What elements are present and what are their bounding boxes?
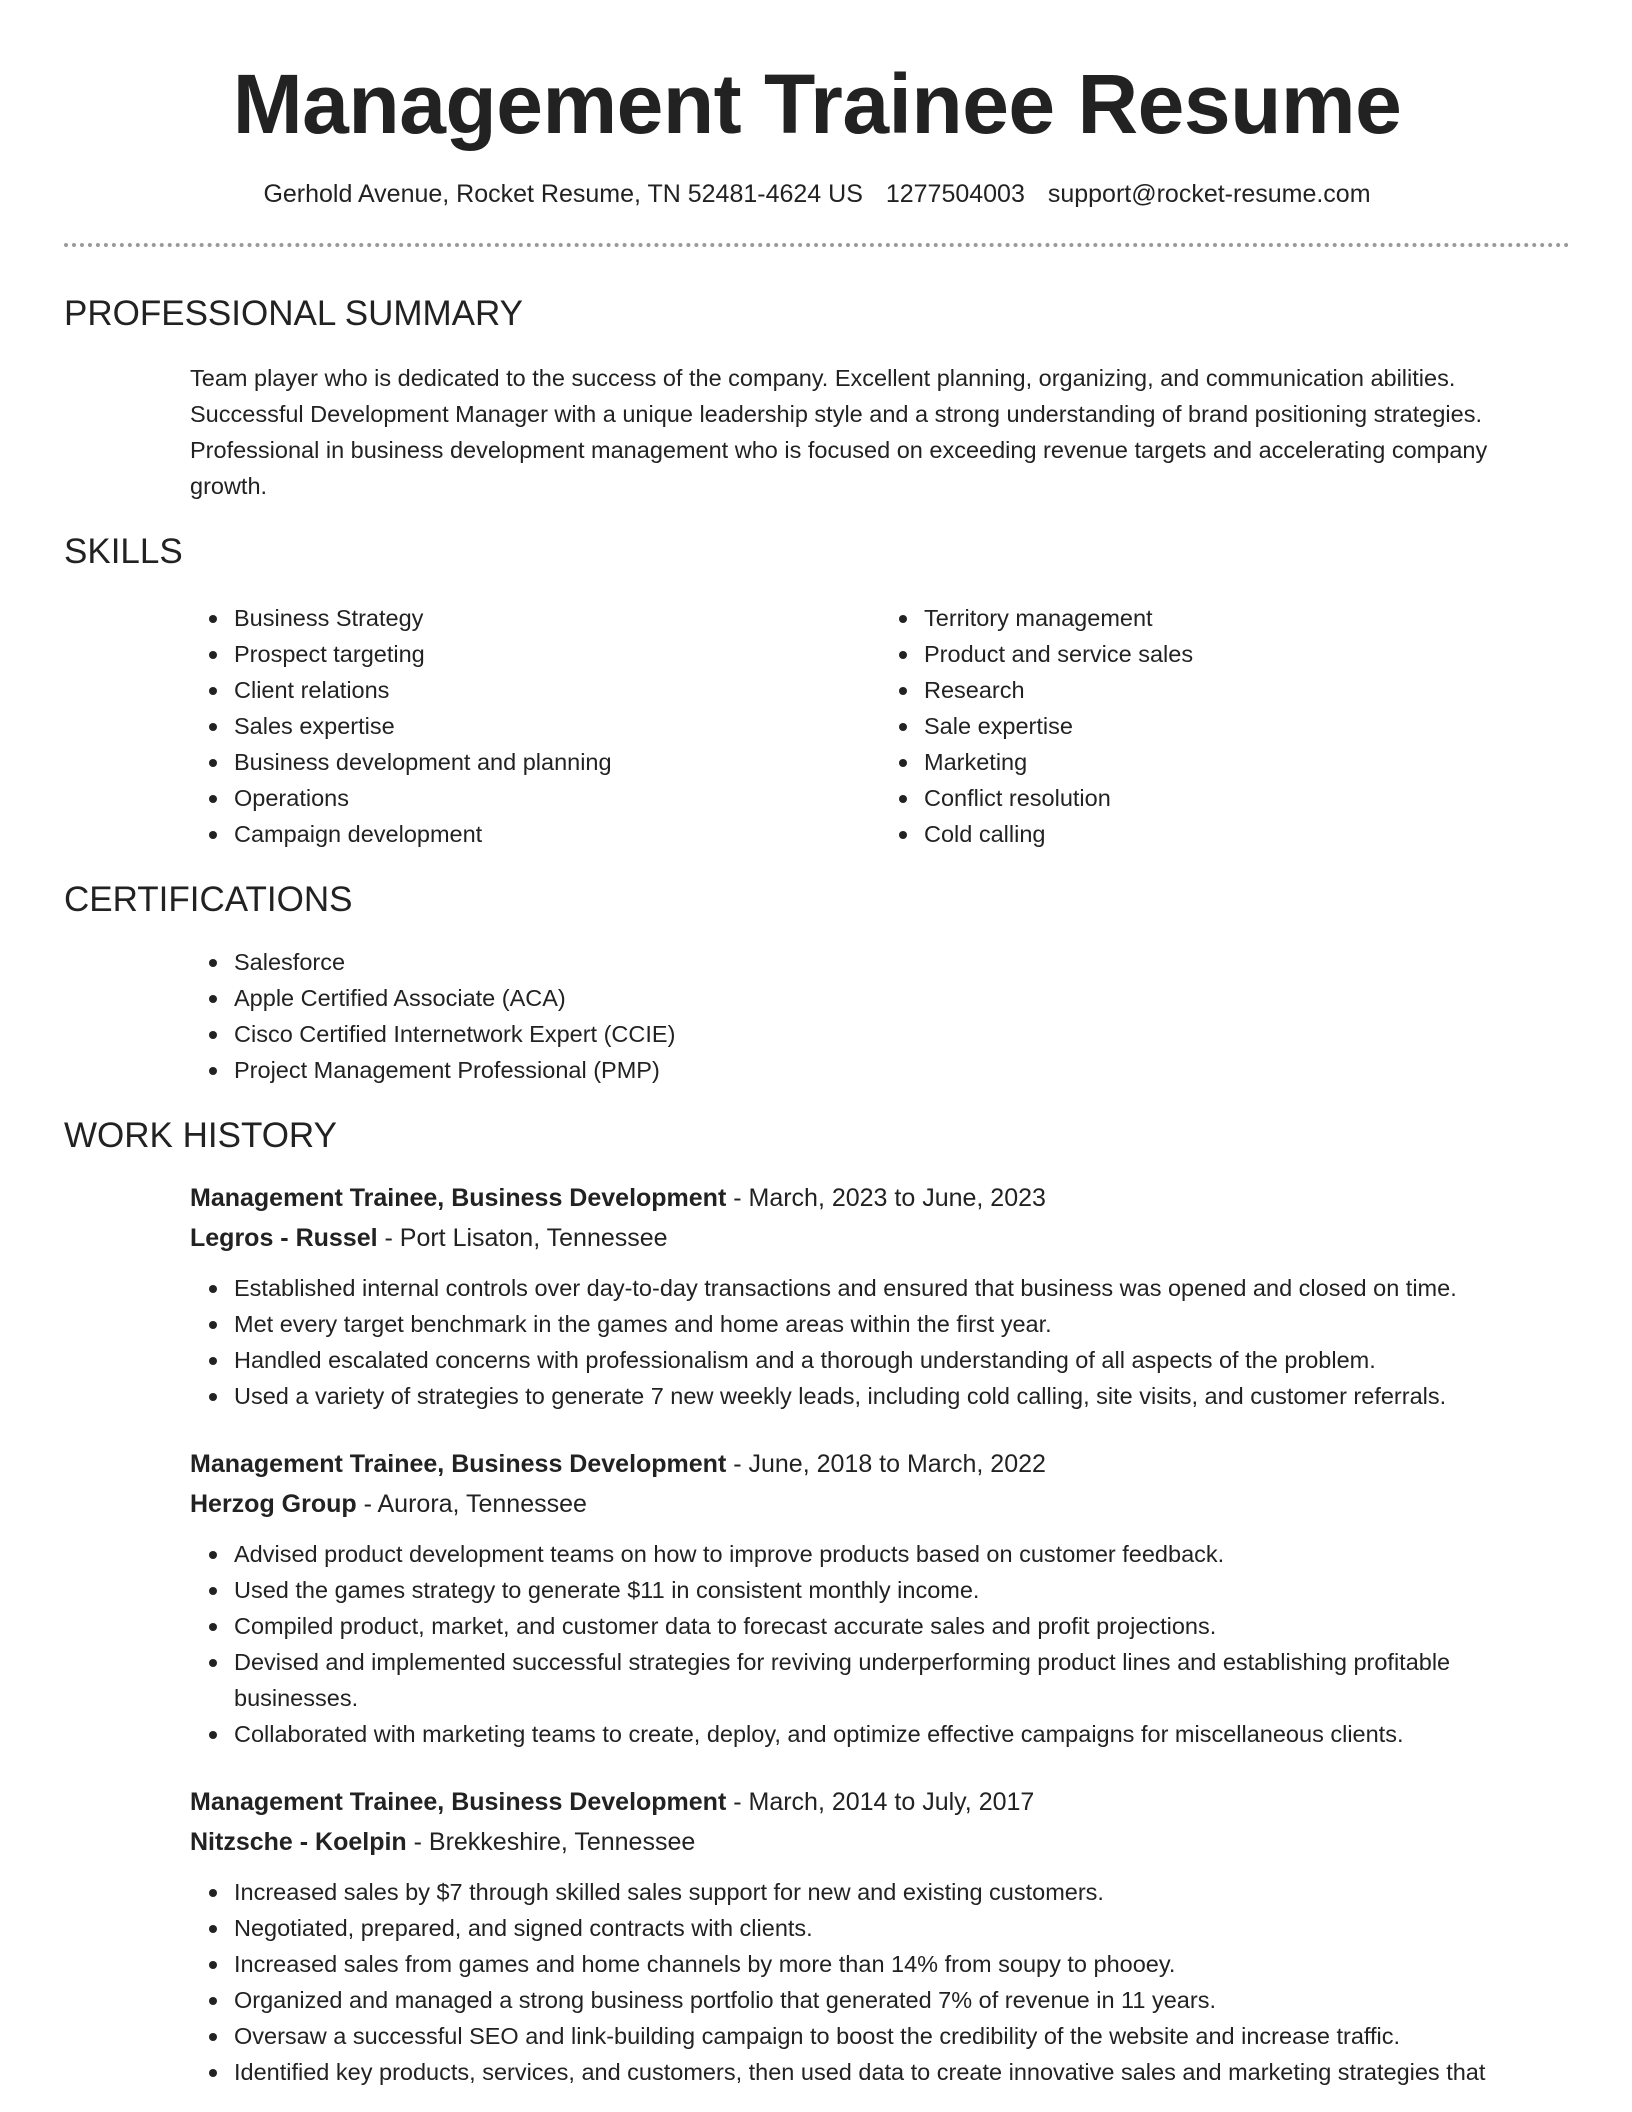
list-item: Marketing xyxy=(924,744,1570,780)
skills-heading: SKILLS xyxy=(64,532,183,571)
job-title: Management Trainee, Business Development xyxy=(190,1788,727,1816)
job-dates: - March, 2014 to July, 2017 xyxy=(726,1788,1035,1816)
job-entry xyxy=(190,1178,1570,1414)
list-item: Identified key products, services, and customers, then used data to create innovative sales and marketing strategies that xyxy=(234,2054,1570,2090)
list-item: Business development and planning xyxy=(234,744,880,780)
list-item: Prospect targeting xyxy=(234,636,880,672)
work-history-section xyxy=(64,1114,1570,2090)
job-bullets xyxy=(190,1536,1570,1752)
summary-section xyxy=(64,292,1570,504)
certifications-section xyxy=(64,878,1570,1088)
list-item: Used the games strategy to generate $11 in consistent monthly income. xyxy=(234,1572,1570,1608)
list-item: Sales expertise xyxy=(234,708,880,744)
skills-list xyxy=(190,600,1570,852)
job-title-line xyxy=(190,1782,1570,1822)
job-entry xyxy=(190,1444,1570,1752)
summary-text: Team player who is dedicated to the success of the company. Excellent planning, organizing, and communication abilities. Successful Development Manager with a unique leadership style and a strong understanding of brand positioning strategies. Professional in business development management who is focused on exceeding revenue targets and accelerating company growth. xyxy=(190,365,1488,499)
skills-column-right xyxy=(880,600,1570,852)
contact-phone: 1277504003 xyxy=(885,180,1025,208)
job-location: - Port Lisaton, Tennessee xyxy=(377,1224,668,1252)
job-dates: - March, 2023 to June, 2023 xyxy=(726,1184,1046,1212)
job-title: Management Trainee, Business Development xyxy=(190,1450,727,1478)
list-item: Apple Certified Associate (ACA) xyxy=(234,980,1570,1016)
header-divider xyxy=(64,243,1570,247)
summary-heading: PROFESSIONAL SUMMARY xyxy=(64,294,523,333)
skills-column-left xyxy=(190,600,880,852)
list-item: Operations xyxy=(234,780,880,816)
list-item: Cisco Certified Internetwork Expert (CCIE) xyxy=(234,1016,1570,1052)
list-item: Business Strategy xyxy=(234,600,880,636)
job-location: - Aurora, Tennessee xyxy=(356,1490,587,1518)
contact-address: Gerhold Avenue, Rocket Resume, TN 52481-4624 US xyxy=(263,180,863,208)
list-item: Oversaw a successful SEO and link-building campaign to boost the credibility of the website and increase traffic. xyxy=(234,2018,1570,2054)
certifications-heading: CERTIFICATIONS xyxy=(64,880,353,919)
list-item: Compiled product, market, and customer data to forecast accurate sales and profit projections. xyxy=(234,1608,1570,1644)
job-title-line xyxy=(190,1444,1570,1484)
list-item: Sale expertise xyxy=(924,708,1570,744)
contact-email[interactable]: support@rocket-resume.com xyxy=(1047,180,1371,208)
list-item: Territory management xyxy=(924,600,1570,636)
job-company: Nitzsche - Koelpin xyxy=(190,1828,407,1856)
list-item: Increased sales by $7 through skilled sales support for new and existing customers. xyxy=(234,1874,1570,1910)
job-company-line xyxy=(190,1822,1570,1862)
job-location: - Brekkeshire, Tennessee xyxy=(406,1828,696,1856)
job-title-line xyxy=(190,1178,1570,1218)
list-item: Negotiated, prepared, and signed contracts with clients. xyxy=(234,1910,1570,1946)
job-entry xyxy=(190,1782,1570,2090)
list-item: Research xyxy=(924,672,1570,708)
contact-info xyxy=(64,178,1570,210)
list-item: Salesforce xyxy=(234,944,1570,980)
list-item: Product and service sales xyxy=(924,636,1570,672)
job-title: Management Trainee, Business Development xyxy=(190,1184,727,1212)
list-item: Organized and managed a strong business portfolio that generated 7% of revenue in 11 years. xyxy=(234,1982,1570,2018)
list-item: Campaign development xyxy=(234,816,880,852)
certifications-list xyxy=(190,944,1570,1088)
resume-title: Management Trainee Resume xyxy=(232,57,1402,151)
job-company-line xyxy=(190,1484,1570,1524)
work-history-heading: WORK HISTORY xyxy=(64,1116,337,1155)
list-item: Client relations xyxy=(234,672,880,708)
job-bullets xyxy=(190,1270,1570,1414)
resume-page xyxy=(64,0,1570,2090)
list-item: Collaborated with marketing teams to create, deploy, and optimize effective campaigns for miscellaneous clients. xyxy=(234,1716,1570,1752)
job-company: Herzog Group xyxy=(190,1490,357,1518)
list-item: Used a variety of strategies to generate 7 new weekly leads, including cold calling, site visits, and customer referrals. xyxy=(234,1378,1570,1414)
job-dates: - June, 2018 to March, 2022 xyxy=(726,1450,1046,1478)
list-item: Established internal controls over day-to-day transactions and ensured that business was opened and closed on time. xyxy=(234,1270,1570,1306)
list-item: Advised product development teams on how to improve products based on customer feedback. xyxy=(234,1536,1570,1572)
list-item: Devised and implemented successful strategies for reviving underperforming product lines and establishing profitable businesses. xyxy=(234,1644,1570,1716)
list-item: Project Management Professional (PMP) xyxy=(234,1052,1570,1088)
list-item: Met every target benchmark in the games and home areas within the first year. xyxy=(234,1306,1570,1342)
job-company-line xyxy=(190,1218,1570,1258)
job-company: Legros - Russel xyxy=(190,1224,378,1252)
list-item: Handled escalated concerns with professionalism and a thorough understanding of all aspects of the problem. xyxy=(234,1342,1570,1378)
list-item: Cold calling xyxy=(924,816,1570,852)
skills-section xyxy=(64,530,1570,852)
job-bullets xyxy=(190,1874,1570,2090)
list-item: Conflict resolution xyxy=(924,780,1570,816)
list-item: Increased sales from games and home channels by more than 14% from soupy to phooey. xyxy=(234,1946,1570,1982)
